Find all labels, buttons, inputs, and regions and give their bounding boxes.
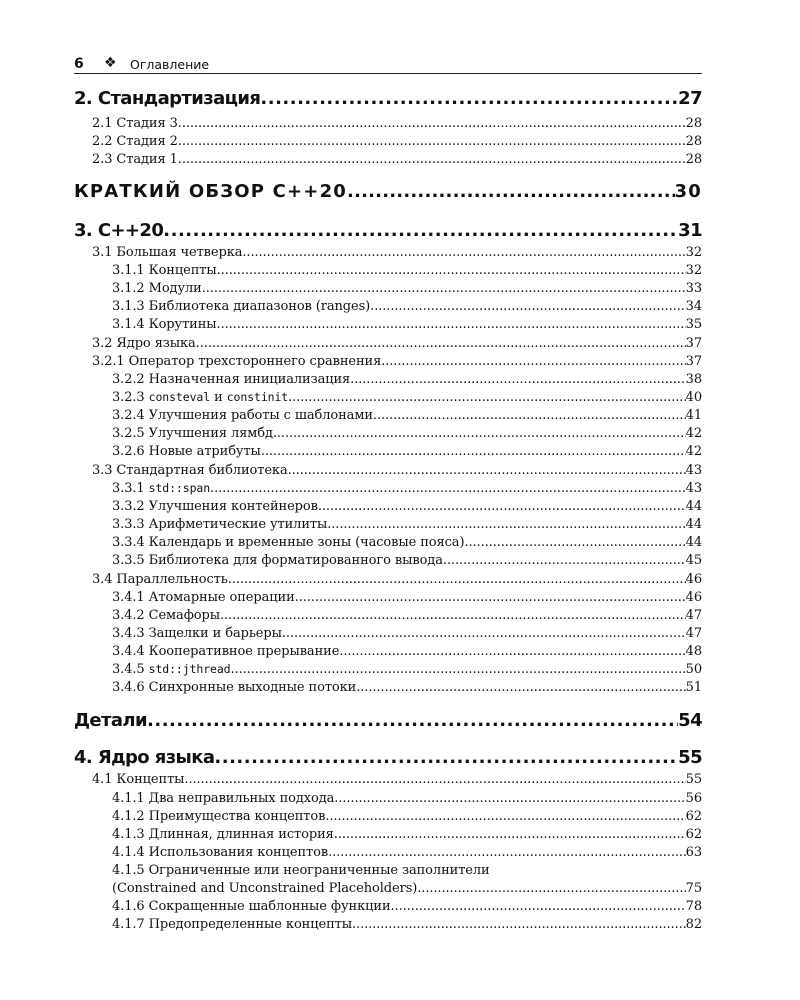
toc-page: 28 bbox=[685, 116, 702, 131]
toc-title: 4. Ядро языка bbox=[74, 747, 215, 768]
toc-page: 78 bbox=[685, 899, 702, 914]
code-constinit: constinit bbox=[226, 390, 289, 404]
ornament-icon: ❖ bbox=[104, 55, 117, 71]
toc-leader bbox=[443, 553, 686, 568]
toc-leader bbox=[260, 88, 678, 109]
toc-leader bbox=[288, 463, 686, 478]
toc-chapter[interactable] bbox=[74, 88, 702, 109]
toc-page: 28 bbox=[685, 152, 702, 167]
toc-leader bbox=[261, 444, 686, 459]
toc-page: 82 bbox=[685, 917, 702, 932]
toc-section[interactable] bbox=[92, 134, 702, 149]
toc-page: 43 bbox=[685, 481, 702, 496]
toc-title: 4.1.1 Два неправильных подхода bbox=[112, 791, 335, 806]
code-std-jthread: std::jthread bbox=[148, 662, 231, 676]
toc-subsection[interactable] bbox=[112, 408, 702, 423]
toc-leader bbox=[356, 680, 685, 695]
toc-section[interactable] bbox=[92, 354, 702, 369]
toc-page: 44 bbox=[685, 535, 702, 550]
toc-leader bbox=[370, 299, 685, 314]
toc-subsection[interactable] bbox=[112, 426, 702, 441]
toc-title: 3.4.3 Защелки и барьеры bbox=[112, 626, 282, 641]
toc-page: 32 bbox=[685, 263, 702, 278]
toc-leader bbox=[328, 845, 686, 860]
toc-leader bbox=[242, 245, 685, 260]
toc-subsection[interactable] bbox=[112, 535, 702, 550]
toc-title: 3.3.4 Календарь и временные зоны (часовые пояса) bbox=[112, 535, 465, 550]
toc-part[interactable] bbox=[74, 710, 702, 731]
toc-leader bbox=[202, 281, 686, 296]
toc-title: 3.3.2 Улучшения контейнеров bbox=[112, 499, 318, 514]
toc-subsection[interactable] bbox=[112, 299, 702, 314]
toc-title: 2.1 Стадия 3 bbox=[92, 116, 178, 131]
toc-subsection[interactable] bbox=[112, 809, 702, 824]
toc-leader bbox=[318, 499, 686, 514]
toc-leader bbox=[196, 336, 686, 351]
toc-leader bbox=[347, 181, 675, 202]
toc-leader bbox=[210, 481, 686, 496]
toc-title: 2. Стандартизация bbox=[74, 88, 261, 109]
toc-leader bbox=[350, 372, 685, 387]
toc-subsection[interactable] bbox=[112, 590, 702, 605]
toc-leader bbox=[464, 535, 685, 550]
toc-subsection[interactable] bbox=[112, 481, 702, 496]
toc-leader bbox=[334, 791, 685, 806]
toc-section[interactable] bbox=[92, 245, 702, 260]
toc-leader bbox=[163, 220, 678, 241]
toc-section[interactable] bbox=[92, 336, 702, 351]
toc-page: 42 bbox=[685, 426, 702, 441]
toc-title bbox=[112, 662, 231, 677]
toc-leader bbox=[282, 626, 686, 641]
toc-title: 3.4 Параллельность bbox=[92, 572, 228, 587]
toc-leader bbox=[288, 390, 686, 405]
code-std-span: std::span bbox=[148, 481, 211, 495]
toc-title: 2.2 Стадия 2 bbox=[92, 134, 178, 149]
toc-subsection[interactable] bbox=[112, 881, 702, 896]
toc-page: 41 bbox=[685, 408, 702, 423]
toc-subsection[interactable] bbox=[112, 372, 702, 387]
toc-page: 46 bbox=[685, 590, 702, 605]
toc-title: 4.1.2 Преимущества концептов bbox=[112, 809, 326, 824]
toc-leader bbox=[273, 426, 686, 441]
toc-leader bbox=[184, 772, 685, 787]
toc-leader bbox=[327, 517, 685, 532]
toc-page: 55 bbox=[678, 747, 702, 768]
toc-page: 34 bbox=[685, 299, 702, 314]
toc-page: 63 bbox=[685, 845, 702, 860]
toc-page: 46 bbox=[685, 572, 702, 587]
toc-page: 30 bbox=[674, 181, 702, 202]
toc-title: 3.2.5 Улучшения лямбд bbox=[112, 426, 273, 441]
toc-title: 3.4.1 Атомарные операции bbox=[112, 590, 295, 605]
code-consteval: consteval bbox=[148, 390, 211, 404]
toc-title: 3.3 Стандартная библиотека bbox=[92, 463, 288, 478]
toc-page: 50 bbox=[685, 662, 702, 677]
toc-title-line1[interactable]: 4.1.5 Ограниченные или неограниченные заполнители bbox=[112, 863, 490, 878]
toc-chapter[interactable] bbox=[74, 747, 702, 768]
toc-leader bbox=[373, 408, 686, 423]
toc-title: 3.3.3 Арифметические утилиты bbox=[112, 517, 328, 532]
toc-subsection[interactable] bbox=[112, 444, 702, 459]
toc-part[interactable] bbox=[74, 181, 702, 202]
toc-page: 48 bbox=[685, 644, 702, 659]
toc-number: 3.2.3 bbox=[112, 390, 145, 405]
toc-leader bbox=[228, 572, 686, 587]
toc-subsection[interactable] bbox=[112, 553, 702, 568]
toc-chapter[interactable] bbox=[74, 220, 702, 241]
toc-subsection[interactable] bbox=[112, 644, 702, 659]
toc-page: 32 bbox=[685, 245, 702, 260]
section-title: Оглавление bbox=[130, 57, 210, 72]
toc-subsection[interactable] bbox=[112, 680, 702, 695]
toc-title: Детали bbox=[74, 710, 148, 731]
toc-conjunction: и bbox=[214, 390, 223, 405]
toc-leader bbox=[339, 644, 685, 659]
page-number: 6 bbox=[74, 56, 84, 72]
toc-title: 3.4.6 Синхронные выходные потоки bbox=[112, 680, 357, 695]
toc-page: 40 bbox=[685, 390, 702, 405]
toc-subsection[interactable] bbox=[112, 662, 702, 677]
toc-title: 3.4.4 Кооперативное прерывание bbox=[112, 644, 340, 659]
toc-page: 31 bbox=[678, 220, 702, 241]
toc-title: 3. С++20 bbox=[74, 220, 164, 241]
toc-leader bbox=[147, 710, 678, 731]
toc-page: 62 bbox=[685, 827, 702, 842]
toc-subsection[interactable] bbox=[112, 517, 702, 532]
toc-section[interactable] bbox=[92, 572, 702, 587]
toc-leader bbox=[217, 263, 686, 278]
toc-leader bbox=[214, 747, 678, 768]
toc-title: 3.2.4 Улучшения работы с шаблонами bbox=[112, 408, 373, 423]
toc-leader bbox=[325, 809, 685, 824]
toc-section[interactable] bbox=[92, 116, 702, 131]
toc-title: 3.1.2 Модули bbox=[112, 281, 202, 296]
toc-leader bbox=[231, 662, 686, 677]
toc-subsection[interactable] bbox=[112, 899, 702, 914]
toc-page: 42 bbox=[685, 444, 702, 459]
toc-page: 37 bbox=[685, 336, 702, 351]
running-header bbox=[74, 54, 702, 74]
toc-section[interactable] bbox=[92, 772, 702, 787]
toc-title: 3.2.1 Оператор трехстороннего сравнения bbox=[92, 354, 382, 369]
toc-leader bbox=[334, 827, 686, 842]
toc-title: 3.1 Большая четверка bbox=[92, 245, 243, 260]
toc-title: 3.3.5 Библиотека для форматированного вывода bbox=[112, 553, 443, 568]
toc-subsection[interactable] bbox=[112, 917, 702, 932]
toc-leader bbox=[391, 899, 686, 914]
toc-leader bbox=[381, 354, 685, 369]
toc-page: 55 bbox=[685, 772, 702, 787]
toc-leader bbox=[352, 917, 686, 932]
toc-title: 3.1.1 Концепты bbox=[112, 263, 217, 278]
toc-page: 45 bbox=[685, 553, 702, 568]
toc-leader bbox=[178, 152, 686, 167]
toc-subsection[interactable] bbox=[112, 791, 702, 806]
toc-title: КРАТКИЙ ОБЗОР С++20 bbox=[74, 181, 348, 202]
toc-title: 4.1 Концепты bbox=[92, 772, 185, 787]
toc-title: 4.1.4 Использования концептов bbox=[112, 845, 329, 860]
toc-page: 35 bbox=[685, 317, 702, 332]
toc-title: 4.1.6 Сокращенные шаблонные функции bbox=[112, 899, 391, 914]
toc-section[interactable] bbox=[92, 463, 702, 478]
toc-title: 3.2.6 Новые атрибуты bbox=[112, 444, 261, 459]
toc-page: 28 bbox=[685, 134, 702, 149]
toc-page: 75 bbox=[685, 881, 702, 896]
toc-title: 3.2 Ядро языка bbox=[92, 336, 196, 351]
toc-subsection[interactable] bbox=[112, 281, 702, 296]
toc-page: 27 bbox=[678, 88, 702, 109]
toc-subsection[interactable] bbox=[112, 263, 702, 278]
toc-leader bbox=[417, 881, 685, 896]
toc-title: 3.4.2 Семафоры bbox=[112, 608, 220, 623]
toc-title bbox=[112, 481, 210, 496]
toc-subsection[interactable] bbox=[112, 626, 702, 641]
toc-title: 3.2.2 Назначенная инициализация bbox=[112, 372, 351, 387]
toc-page: 51 bbox=[685, 680, 702, 695]
toc-title: 2.3 Стадия 1 bbox=[92, 152, 178, 167]
toc-subsection[interactable] bbox=[112, 608, 702, 623]
toc-leader bbox=[178, 116, 686, 131]
toc-title: 3.1.3 Библиотека диапазонов (ranges) bbox=[112, 299, 371, 314]
toc-subsection[interactable] bbox=[112, 317, 702, 332]
toc-subsection[interactable] bbox=[112, 499, 702, 514]
toc-page: 62 bbox=[685, 809, 702, 824]
toc-subsection[interactable] bbox=[112, 390, 702, 405]
toc-page: 37 bbox=[685, 354, 702, 369]
toc-section[interactable] bbox=[92, 152, 702, 167]
toc-page: 47 bbox=[685, 626, 702, 641]
toc-title: 4.1.7 Предопределенные концепты bbox=[112, 917, 352, 932]
toc-title: 4.1.3 Длинная, длинная история bbox=[112, 827, 334, 842]
toc-leader bbox=[220, 608, 686, 623]
toc-page: 44 bbox=[685, 517, 702, 532]
toc-leader bbox=[178, 134, 686, 149]
toc-subsection[interactable] bbox=[112, 827, 702, 842]
toc-page: 33 bbox=[685, 281, 702, 296]
toc-number: 3.3.1 bbox=[112, 481, 145, 496]
toc-subsection[interactable] bbox=[112, 845, 702, 860]
toc-title-line2: (Constrained and Unconstrained Placeholders) bbox=[112, 881, 418, 896]
toc-page: 43 bbox=[685, 463, 702, 478]
toc-page: 44 bbox=[685, 499, 702, 514]
toc-leader bbox=[295, 590, 686, 605]
toc-title bbox=[112, 390, 288, 405]
header-rule bbox=[74, 73, 702, 74]
toc-page: 47 bbox=[685, 608, 702, 623]
toc-number: 3.4.5 bbox=[112, 662, 145, 677]
toc-page: 56 bbox=[685, 791, 702, 806]
toc-title: 3.1.4 Корутины bbox=[112, 317, 217, 332]
toc-leader bbox=[217, 317, 686, 332]
toc-page: 38 bbox=[685, 372, 702, 387]
toc-page: 54 bbox=[678, 710, 702, 731]
